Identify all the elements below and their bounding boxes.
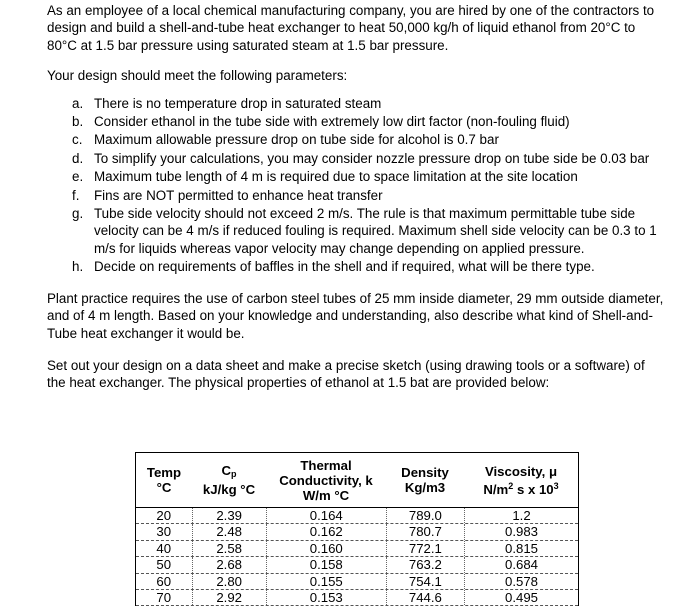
- list-item: [72, 205, 667, 257]
- list-text: Maximum allowable pressure drop on tube side for alcohol is 0.7 bar: [94, 132, 499, 148]
- cell-k: 0.160: [266, 541, 386, 556]
- parameters-lead: Your design should meet the following parameters:: [47, 68, 348, 84]
- header-viscosity: Viscosity, μ $N/m^2$ s x $10^3$: [483, 463, 559, 497]
- list-letter: c.: [72, 132, 83, 148]
- list-item: [72, 187, 667, 204]
- cell-temp: 60: [156, 573, 172, 589]
- cell-k: 0.155: [266, 574, 386, 589]
- table-row: [136, 541, 578, 557]
- list-item: [72, 131, 667, 148]
- cell-k: 0.158: [266, 557, 386, 572]
- list-text: Maximum tube length of 4 m is required due to space limitation at the site location: [94, 169, 578, 185]
- cell-temp: 50: [156, 557, 172, 573]
- list-item: [72, 113, 667, 130]
- parameters-list: [47, 95, 667, 276]
- table-row: [136, 590, 578, 606]
- list-text: Decide on requirements of baffles in the shell and if required, what will be there type.: [94, 259, 595, 275]
- cell-temp: 70: [156, 589, 172, 605]
- list-text: Fins are NOT permitted to enhance heat transfer: [94, 187, 383, 203]
- list-letter: a.: [72, 95, 84, 111]
- cell-cp: 2.80: [192, 574, 266, 589]
- table-header-row: [136, 453, 578, 508]
- list-letter: h.: [72, 259, 84, 275]
- cell-viscosity: 0.983: [464, 524, 578, 539]
- cell-cp: 2.39: [192, 508, 266, 523]
- list-letter: b.: [72, 114, 84, 130]
- document-body: [47, 0, 667, 392]
- list-item: [72, 95, 667, 112]
- cell-k: 0.162: [266, 524, 386, 539]
- header-thermal-conductivity: Thermal Conductivity, k W/m °C: [279, 457, 373, 503]
- list-text: There is no temperature drop in saturated steam: [94, 95, 382, 111]
- cell-density: 780.7: [386, 524, 464, 539]
- list-letter: g.: [72, 206, 84, 222]
- cell-viscosity: 0.684: [464, 557, 578, 572]
- cell-cp: 2.58: [192, 541, 266, 556]
- list-text: Consider ethanol in the tube side with extremely low dirt factor (non-fouling fluid): [94, 114, 570, 130]
- plant-practice-paragraph: Plant practice requires the use of carbon steel tubes of 25 mm inside diameter, 29 mm outside diameter, and of 4 m length. Based on your knowledge and understanding, also describe what kind of Shell-and-Tube heat exchanger it would be.: [47, 290, 664, 341]
- table-row: [136, 574, 578, 590]
- intro-paragraph: As an employee of a local chemical manufacturing company, you are hired by one of the contractors to design and build a shell-and-tube heat exchanger to heat 50,000 kg/h of liquid ethanol from 20°C to 80°C at 1.5 bar pressure using saturated steam at 1.5 bar pressure.: [47, 3, 655, 53]
- cell-cp: 2.92: [192, 590, 266, 605]
- cell-viscosity: 1.2: [464, 508, 578, 523]
- list-letter: e.: [72, 169, 84, 185]
- cell-k: 0.164: [266, 508, 386, 523]
- cell-viscosity: 0.578: [464, 574, 578, 589]
- list-item: [72, 168, 667, 185]
- header-density: Density Kg/m3: [401, 465, 449, 495]
- cell-cp: 2.68: [192, 557, 266, 572]
- cell-density: 772.1: [386, 541, 464, 556]
- table-row: [136, 557, 578, 573]
- header-temp: Temp °C: [146, 465, 182, 495]
- cell-temp: 30: [156, 524, 172, 540]
- list-letter: f.: [72, 187, 80, 203]
- cell-density: 789.0: [386, 508, 464, 523]
- list-letter: d.: [72, 150, 84, 166]
- table-row: [136, 524, 578, 540]
- cell-k: 0.153: [266, 590, 386, 605]
- cell-viscosity: 0.815: [464, 541, 578, 556]
- cell-density: 763.2: [386, 557, 464, 572]
- cell-temp: 40: [156, 540, 172, 556]
- list-item: [72, 258, 667, 275]
- header-cp: $C_p$ kJ/kg °C: [202, 463, 256, 497]
- cell-cp: 2.48: [192, 524, 266, 539]
- list-text: Tube side velocity should not exceed 2 m/s. The rule is that maximum permittable tube side velocity can be 4 m/s if reduced fouling is required. Maximum shell side velocity can be 0.3 to 1 m/s for liquids whereas vapor velocity may change depending on applied pressure.: [94, 206, 657, 256]
- cell-viscosity: 0.495: [464, 590, 578, 605]
- list-text: To simplify your calculations, you may consider nozzle pressure drop on tube side be 0.03 bar: [94, 150, 650, 166]
- table-row: [136, 508, 578, 524]
- ethanol-properties-table: [135, 452, 579, 606]
- cell-density: 754.1: [386, 574, 464, 589]
- setout-paragraph: Set out your design on a data sheet and make a precise sketch (using drawing tools or a software) of the heat exchanger. The physical properties of ethanol at 1.5 bat are provided below:: [47, 357, 645, 391]
- cell-density: 744.6: [386, 590, 464, 605]
- list-item: [72, 150, 667, 167]
- cell-temp: 20: [156, 508, 172, 523]
